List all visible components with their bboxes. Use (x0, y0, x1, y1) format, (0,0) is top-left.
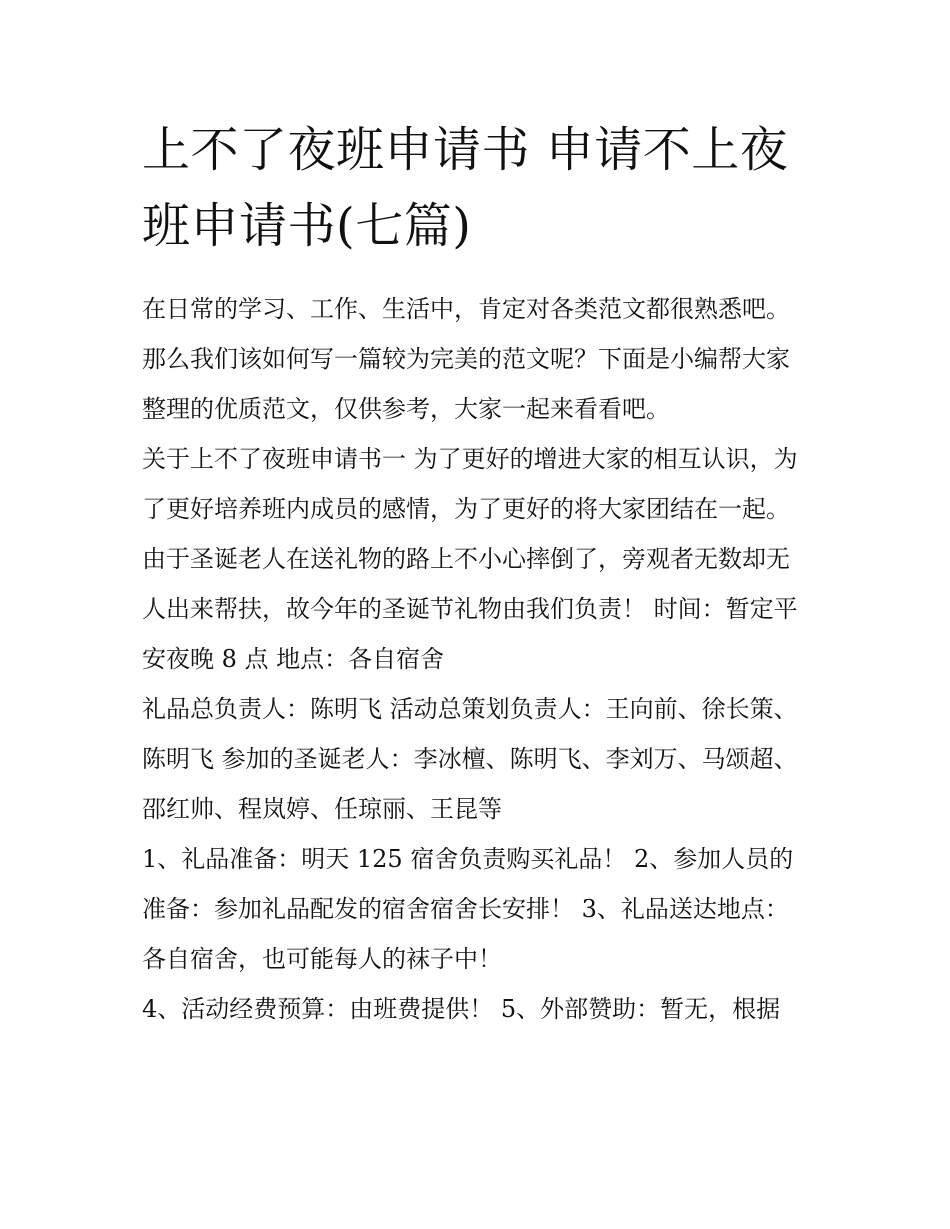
paragraph-responsible-people: 礼品总负责人：陈明飞 活动总策划负责人：王向前、徐长策、陈明飞 参加的圣诞老人：李冰檀、陈明飞、李刘万、马颂超、邵红帅、程岚婷、任琼丽、王昆等 (142, 695, 798, 823)
paragraph-preparations: 1、礼品准备：明天 125 宿舍负责购买礼品！ 2、参加人员的准备：参加礼品配发的宿舍宿舍长安排！ 3、礼品送达地点：各自宿舍，也可能每人的袜子中！ (142, 845, 794, 973)
document-content (142, 112, 812, 1034)
document-title: 上不了夜班申请书 申请不上夜班申请书(七篇) (142, 122, 789, 254)
paragraph-budget: 4、活动经费预算：由班费提供！ 5、外部赞助：暂无，根据 (142, 995, 781, 1023)
paragraph-purpose: 关于上不了夜班申请书一 为了更好的增进大家的相互认识，为了更好培养班内成员的感情，为了更好的将大家团结在一起。 (142, 445, 798, 523)
paragraph-intro: 在日常的学习、工作、生活中，肯定对各类范文都很熟悉吧。那么我们该如何写一篇较为完美的范文呢？下面是小编帮大家整理的优质范文，仅供参考，大家一起来看看吧。 (142, 295, 790, 423)
paragraph-time-location: 由于圣诞老人在送礼物的路上不小心摔倒了，旁观者无数却无人出来帮扶，故今年的圣诞节礼物由我们负责！ 时间：暂定平安夜晚 8 点 地点：各自宿舍 (142, 545, 798, 673)
